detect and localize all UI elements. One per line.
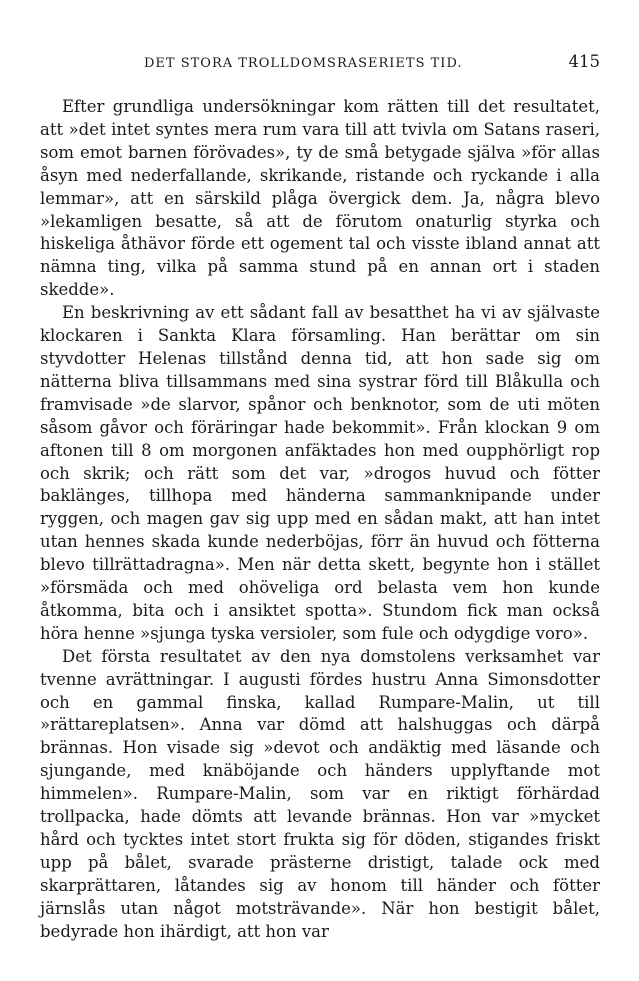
- running-title: DET STORA TROLLDOMSRASERIETS TID.: [144, 56, 463, 71]
- running-head: [40, 52, 600, 76]
- body-text: [40, 96, 600, 944]
- paragraph: Det första resultatet av den nya domstolens verksamhet var tvenne avrättningar. I augusti fördes hustru Anna Simonsdotter och en gammal finska, kallad Rumpare-Malin, ut till »rättareplatsen». Anna var dömd att halshuggas och därpå brännas. Hon visade sig »devot och andäktig med läsande och sjungande, med knäböjande och händers upplyftande mot himmelen». Rumpare-Malin, som var en riktigt förhärdad trollpacka, hade dömts att levande brännas. Hon var »mycket hård och tycktes intet stort frukta sig för döden, stigandes friskt upp på bålet, svarade prästerne dristigt, talade ock med skarprättaren, låtandes sig av honom till händer och fötter järnslås utan något motsträvande». När hon bestigit bålet, bedyrade hon ihärdigt, att hon var: [40, 646, 600, 941]
- paragraph: En beskrivning av ett sådant fall av besatthet ha vi av självaste klockaren i Sankta Klara församling. Han berättar om sin styvdotter Helenas tillstånd denna tid, att hon sade sig om nätterna bliva tillsammans med sina systrar förd till Blåkulla och framvisade »de slarvor, spånor och benknotor, som de uti möten såsom gåvor och föräringar hade bekommit». Från klockan 9 om aftonen till 8 om morgonen anfäktades hon med oupphörligt rop och skrik; och rätt som det var, »drogos huvud och fötter baklänges, tillhopa med händerna sammanknipande under ryggen, och magen gav sig upp med en sådan makt, att han intet utan hennes skada kunde nederböjas, förr än huvud och fötterna blevo tillrättadragna». Men när detta skett, begynte hon i stället »försmäda och med ohöveliga ord belasta vem hon kunde åtkomma, bita och i ansiktet spotta». Stundom fick man också höra henne »sjunga tyska versioler, som fule och odygdige voro».: [40, 303, 600, 643]
- book-page: [40, 0, 600, 981]
- page-number: 415: [568, 52, 600, 71]
- paragraph: Efter grundliga undersökningar kom rätten till det resultatet, att »det intet syntes mera rum vara till att tvivla om Satans raseri, som emot barnen förövades», ty de små betygade själva »för allas åsyn med nederfallande, skrikande, ristande och ryckande i alla lemmar», att en särskild plåga övergick dem. Ja, några blevo »lekamligen besatte, så att de förutom onaturlig styrka och hiskeliga åthävor förde ett ogement tal och visste ibland annat att nämna ting, vilka på samma stund på en annan ort i staden skedde».: [40, 97, 600, 300]
